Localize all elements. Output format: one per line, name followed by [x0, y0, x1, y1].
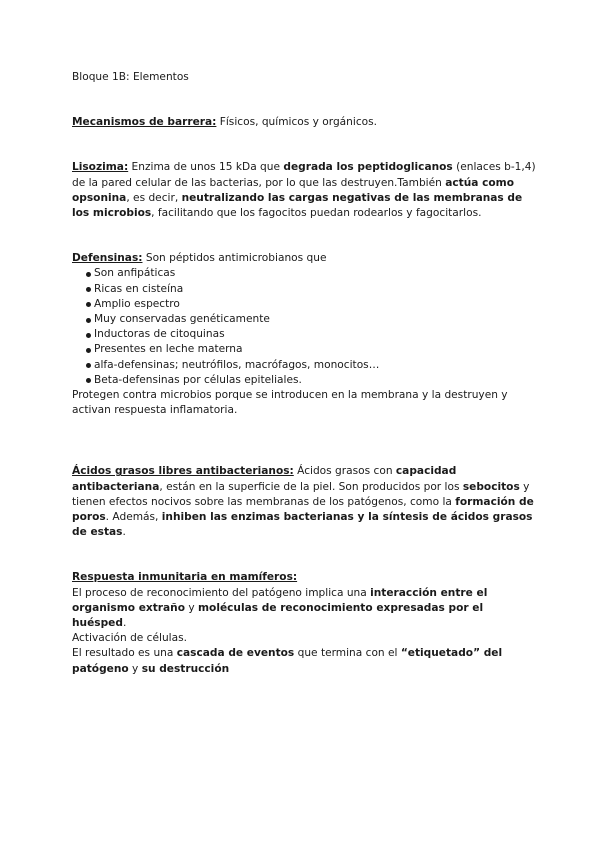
acidos-heading: Ácidos grasos libres antibacterianos: [72, 465, 294, 478]
lisozima-bold: actúa como opsonina [72, 176, 514, 204]
list-item [90, 297, 540, 312]
list-item [90, 373, 540, 388]
list-item [90, 342, 540, 357]
list-item-text: Presentes en leche materna [94, 343, 243, 356]
acidos-text: , están en la superficie de la piel. Son producidos por los [159, 480, 463, 493]
respuesta-text: que termina con el [294, 647, 401, 660]
defensinas-intro-line [72, 251, 540, 266]
bullet-icon [86, 348, 91, 353]
bullet-icon [86, 287, 91, 292]
respuesta-bold: moléculas de reconocimiento expresadas por el huésped [72, 601, 484, 630]
list-item [90, 327, 540, 342]
list-item-text: Muy conservadas genéticamente [94, 313, 270, 326]
bullet-icon [86, 333, 91, 338]
barrera-heading: Mecanismos de barrera: [72, 116, 217, 129]
acidos-text: . Además, [105, 511, 162, 524]
acidos-bold: sebocitos [462, 480, 520, 493]
lisozima-text: Enzima de unos 15 kDa que [128, 161, 284, 174]
respuesta-bold: cascada de eventos [176, 647, 295, 660]
defensinas-list [72, 266, 540, 388]
respuesta-bold: “etiquetado” del patógeno [72, 647, 503, 675]
list-item-text: Inductoras de citoquinas [94, 328, 225, 341]
list-item-text: Ricas en cisteína [94, 282, 184, 295]
bullet-icon [86, 272, 91, 277]
list-item-text: alfa-defensinas; neutrófilos, macrófagos, monocitos… [94, 358, 380, 371]
barrera-text: Físicos, químicos y orgánicos. [216, 116, 378, 129]
list-item-text: Amplio espectro [94, 297, 180, 310]
list-item [90, 282, 540, 297]
section-respuesta [72, 570, 540, 676]
lisozima-text: , es decir, [126, 191, 182, 204]
respuesta-paragraph-1 [72, 586, 540, 632]
respuesta-text: y [185, 601, 199, 614]
list-item-text: Son anfipáticas [94, 267, 176, 280]
acidos-text: Ácidos grasos con [293, 465, 396, 478]
list-item [90, 266, 540, 281]
acidos-bold: capacidad antibacteriana [72, 465, 457, 493]
lisozima-text: (enlaces b-1,4) de la pared celular de las bacterias, por lo que las destruyen.También [72, 161, 536, 189]
bullet-icon [86, 363, 91, 368]
respuesta-text: El resultado es una [72, 647, 177, 660]
section-barrera [72, 115, 540, 130]
lisozima-bold: neutralizando las cargas negativas de las membranas de los microbios [72, 191, 523, 220]
respuesta-text: . [122, 617, 127, 630]
acidos-text: . [122, 526, 126, 539]
section-defensinas [72, 251, 540, 418]
lisozima-heading: Lisozima: [72, 161, 129, 174]
acidos-text: y tienen efectos nocivos sobre las membranas de los patógenos, como la [72, 480, 530, 508]
respuesta-heading: Respuesta inmunitaria en mamíferos: [72, 571, 298, 584]
bullet-icon [86, 318, 91, 323]
defensinas-intro: Son péptidos antimicrobianos que [142, 252, 327, 265]
respuesta-paragraph-2: Activación de células. [72, 632, 188, 645]
defensinas-heading: Defensinas: [72, 252, 143, 265]
lisozima-bold: degrada los peptidoglicanos [283, 161, 453, 174]
defensinas-outro: Protegen contra microbios porque se introducen en la membrana y la destruyen y activan respuesta inflamatoria. [72, 389, 508, 417]
list-item [90, 312, 540, 327]
bullet-icon [86, 378, 91, 383]
respuesta-text: El proceso de reconocimiento del patógeno implica una [72, 586, 371, 599]
section-lisozima [72, 160, 540, 221]
list-item-text: Beta-defensinas por células epiteliales. [94, 373, 302, 386]
respuesta-text: y [128, 662, 142, 675]
respuesta-bold: su destrucción [141, 662, 230, 675]
document-title: Bloque 1B: Elementos [72, 71, 189, 83]
section-acidos-grasos [72, 464, 540, 540]
list-item [90, 358, 540, 373]
lisozima-text: , facilitando que los fagocitos puedan rodearlos y fagocitarlos. [151, 207, 482, 220]
respuesta-paragraph-3 [72, 646, 540, 676]
acidos-bold: formación de poros [72, 495, 534, 524]
acidos-bold: inhiben las enzimas bacterianas y la síntesis de ácidos grasos de estas [72, 511, 533, 539]
respuesta-bold: interacción entre el organismo extraño [72, 586, 488, 614]
bullet-icon [86, 302, 91, 307]
